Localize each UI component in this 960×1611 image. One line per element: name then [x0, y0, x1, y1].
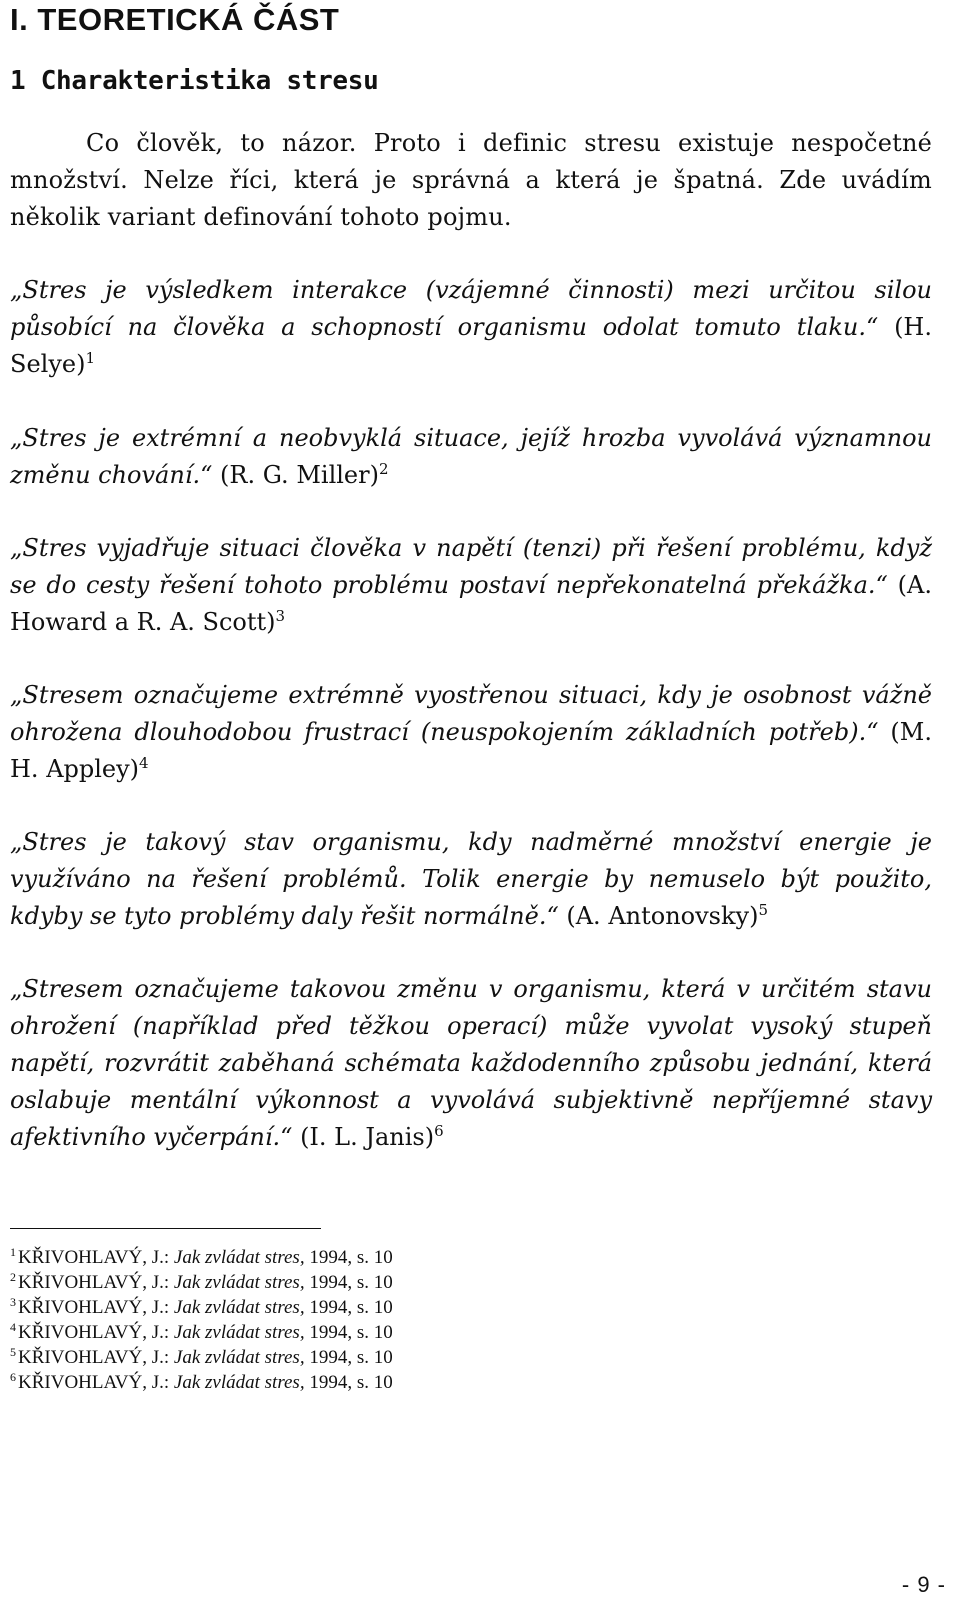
footnote-title: Jak zvládat stres, [173, 1322, 305, 1343]
footnote-author: KŘIVOHLAVÝ, J.: [18, 1372, 174, 1393]
footnote-author: KŘIVOHLAVÝ, J.: [18, 1347, 174, 1368]
quote-author: (A. Howard a R. A. Scott) [10, 571, 932, 636]
footnote-rest: 1994, s. 10 [304, 1297, 393, 1318]
part-title: I. TEORETICKÁ ČÁST [10, 2, 340, 37]
footnote-ref: 6 [434, 1122, 444, 1140]
footnote-author: KŘIVOHLAVÝ, J.: [18, 1272, 174, 1293]
footnote-rest: 1994, s. 10 [304, 1247, 393, 1268]
footnote-ref: 1 [85, 349, 95, 367]
quote-author: (R. G. Miller) [220, 461, 379, 489]
footnote [10, 1295, 393, 1320]
footnote-number: 5 [10, 1345, 16, 1359]
intro-paragraph: Co člověk, to názor. Proto i definic stresu existuje nespočetné množství. Nelze říci, která je správná a která je špatná. Zde uvádím několik variant definování tohoto pojmu. [10, 129, 932, 231]
footnote-rest: 1994, s. 10 [304, 1272, 393, 1293]
footnote-title: Jak zvládat stres, [173, 1247, 305, 1268]
footnote-ref: 5 [758, 901, 768, 919]
footnote-number: 6 [10, 1370, 16, 1384]
quote-author: (A. Antonovsky) [566, 902, 759, 930]
footnote [10, 1320, 393, 1345]
footnote-author: KŘIVOHLAVÝ, J.: [18, 1297, 174, 1318]
footnote [10, 1370, 393, 1395]
definition-quote [10, 530, 932, 641]
quote-author: (H. Selye) [10, 313, 932, 378]
footnote-ref: 2 [378, 460, 389, 478]
definition-quote [10, 420, 932, 494]
footnote-number: 2 [10, 1270, 16, 1284]
definition-quote [10, 272, 932, 383]
footnote-ref: 4 [139, 754, 149, 772]
quote-author: (M. H. Appley) [10, 718, 932, 783]
footnote-list [10, 1245, 393, 1395]
quote-text: „Stres je extrémní a neobvyklá situace, jejíž hrozba vyvolává významnou změnu chování.“ [10, 424, 932, 489]
footnote-separator [10, 1228, 321, 1229]
chapter-title: 1 Charakteristika stresu [10, 66, 379, 96]
footnote-rest: 1994, s. 10 [304, 1372, 393, 1393]
footnote [10, 1345, 393, 1370]
footnote-number: 1 [10, 1245, 16, 1259]
footnote-author: KŘIVOHLAVÝ, J.: [18, 1322, 174, 1343]
footnote [10, 1245, 393, 1270]
footnote-number: 3 [10, 1295, 16, 1309]
footnote-rest: 1994, s. 10 [304, 1322, 393, 1343]
footnote-title: Jak zvládat stres, [173, 1297, 305, 1318]
footnote-author: KŘIVOHLAVÝ, J.: [18, 1247, 174, 1268]
quote-text: „Stres je výsledkem interakce (vzájemné činnosti) mezi určitou silou působící na člověka a schopností organismu odolat tomuto tlaku.“ [10, 276, 932, 341]
footnote-title: Jak zvládat stres, [173, 1272, 305, 1293]
footnote-title: Jak zvládat stres, [173, 1372, 305, 1393]
quote-text: „Stres je takový stav organismu, kdy nadměrné množství energie je využíváno na řešení problémů. Tolik energie by nemuselo být použito, kdyby se tyto problémy daly řešit normálně.“ [10, 828, 932, 930]
page-number: - 9 - [901, 1572, 946, 1597]
definition-quote [10, 971, 932, 1156]
footnote-ref: 3 [275, 607, 286, 625]
definition-quote [10, 824, 932, 935]
footnote [10, 1270, 393, 1295]
footnote-number: 4 [10, 1320, 16, 1334]
quote-text: „Stresem označujeme extrémně vyostřenou situaci, kdy je osobnost vážně ohrožena dlouhodobou frustrací (neuspokojením základních potřeb).“ [10, 681, 932, 746]
quote-text: „Stres vyjadřuje situaci člověka v napětí (tenzi) při řešení problému, když se do cesty řešení tohoto problému postaví nepřekonatelná překážka.“ [10, 534, 932, 599]
definition-quote [10, 677, 932, 788]
quote-text: „Stresem označujeme takovou změnu v organismu, která v určitém stavu ohrožení (například před těžkou operací) může vyvolat vysoký stupeň napětí, rozvrátit zaběhaná schémata každodenního způsobu jednání, která oslabuje mentální výkonnost a vyvolává subjektivně nepříjemné stavy afektivního vyčerpání.“ [10, 975, 932, 1151]
footnote-title: Jak zvládat stres, [173, 1347, 305, 1368]
quote-author: (I. L. Janis) [300, 1123, 435, 1151]
footnote-rest: 1994, s. 10 [304, 1347, 393, 1368]
